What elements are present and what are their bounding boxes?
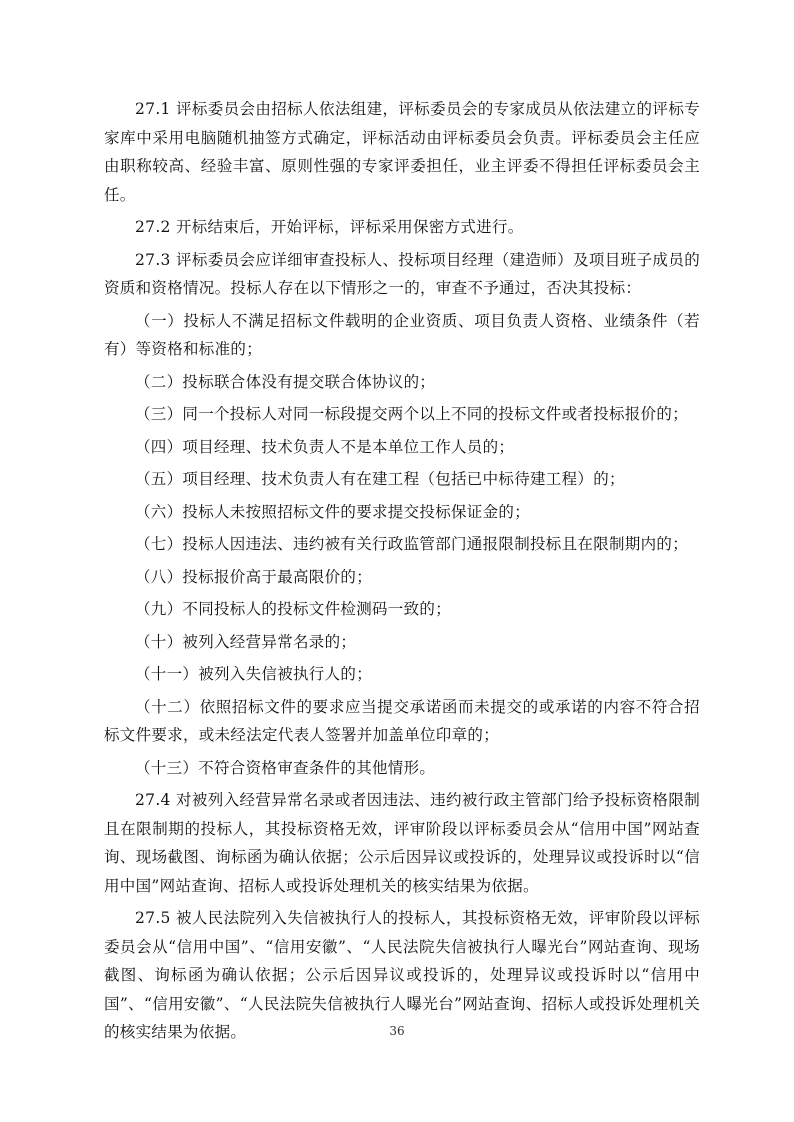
- list-item-8: （八）投标报价高于最高限价的；: [135, 567, 373, 586]
- list-item-6: （六）投标人未按照招标文件的要求提交投标保证金的；: [135, 502, 531, 521]
- list-item-2: （二）投标联合体没有提交联合体协议的；: [135, 372, 436, 391]
- clause-27-5: 27.5 被人民法院列入失信被执行人的投标人，其投标资格无效，评审阶段以评标委员会从“信用中国”、“信用安徽”、“人民法院失信被执行人曝光台”网站查询、现场截图、询标函为确认依据；公示后因异议或投诉的，处理异议或投诉时以“信用中国”、“信用安徽”、“人民法院失信被执行人曝光台”网站查询、招标人或投诉处理机关的核实结果为依据。: [104, 909, 700, 1041]
- body-text: [104, 95, 700, 1047]
- clause-27-4: 27.4 对被列入经营异常名录或者因违法、违约被行政主管部门给予投标资格限制且在限制期的投标人，其投标资格无效，评审阶段以评标委员会从“信用中国”网站查询、现场截图、询标函为确认依据；公示后因异议或投诉的，处理异议或投诉时以“信用中国”网站查询、招标人或投诉处理机关的核实结果为依据。: [104, 791, 700, 895]
- list-item-9: （九）不同投标人的投标文件检测码一致的；: [135, 600, 452, 618]
- list-item-3: （三）同一个投标人对同一标段提交两个以上不同的投标文件或者投标报价的；: [135, 405, 689, 423]
- list-item-10: （十）被列入经营异常名录的；: [135, 632, 357, 651]
- list-item-12: （十二）依照招标文件的要求应当提交承诺函而未提交的或承诺的内容不符合招标文件要求，或未经法定代表人签署并加盖单位印章的；: [104, 697, 700, 744]
- list-item-5: （五）项目经理、技术负责人有在建工程（包括已中标待建工程）的；: [135, 470, 625, 488]
- list-item-4: （四）项目经理、技术负责人不是本单位工作人员的；: [135, 437, 515, 456]
- list-item-7: （七）投标人因违法、违约被有关行政监管部门通报限制投标且在限制期内的；: [135, 535, 689, 553]
- list-item-11: （十一）被列入失信被执行人的；: [135, 665, 373, 683]
- clause-27-2: 27.2 开标结束后，开始评标，评标采用保密方式进行。: [135, 218, 524, 236]
- clause-27-3: 27.3 评标委员会应详细审查投标人、投标项目经理（建造师）及项目班子成员的资质和资格情况。投标人存在以下情形之一的，审查不予通过，否决其投标：: [104, 250, 700, 297]
- list-item-13: （十三）不符合资格审查条件的其他情形。: [135, 758, 436, 777]
- list-item-1: （一）投标人不满足招标文件载明的企业资质、项目负责人资格、业绩条件（若有）等资格和标准的；: [104, 311, 700, 358]
- clause-27-1: 27.1 评标委员会由招标人依法组建，评标委员会的专家成员从依法建立的评标专家库中采用电脑随机抽签方式确定，评标活动由评标委员会负责。评标委员会主任应由职称较高、经验丰富、原则性强的专家评委担任，业主评委不得担任评标委员会主任。: [104, 100, 700, 204]
- page-number: 36: [389, 1024, 405, 1038]
